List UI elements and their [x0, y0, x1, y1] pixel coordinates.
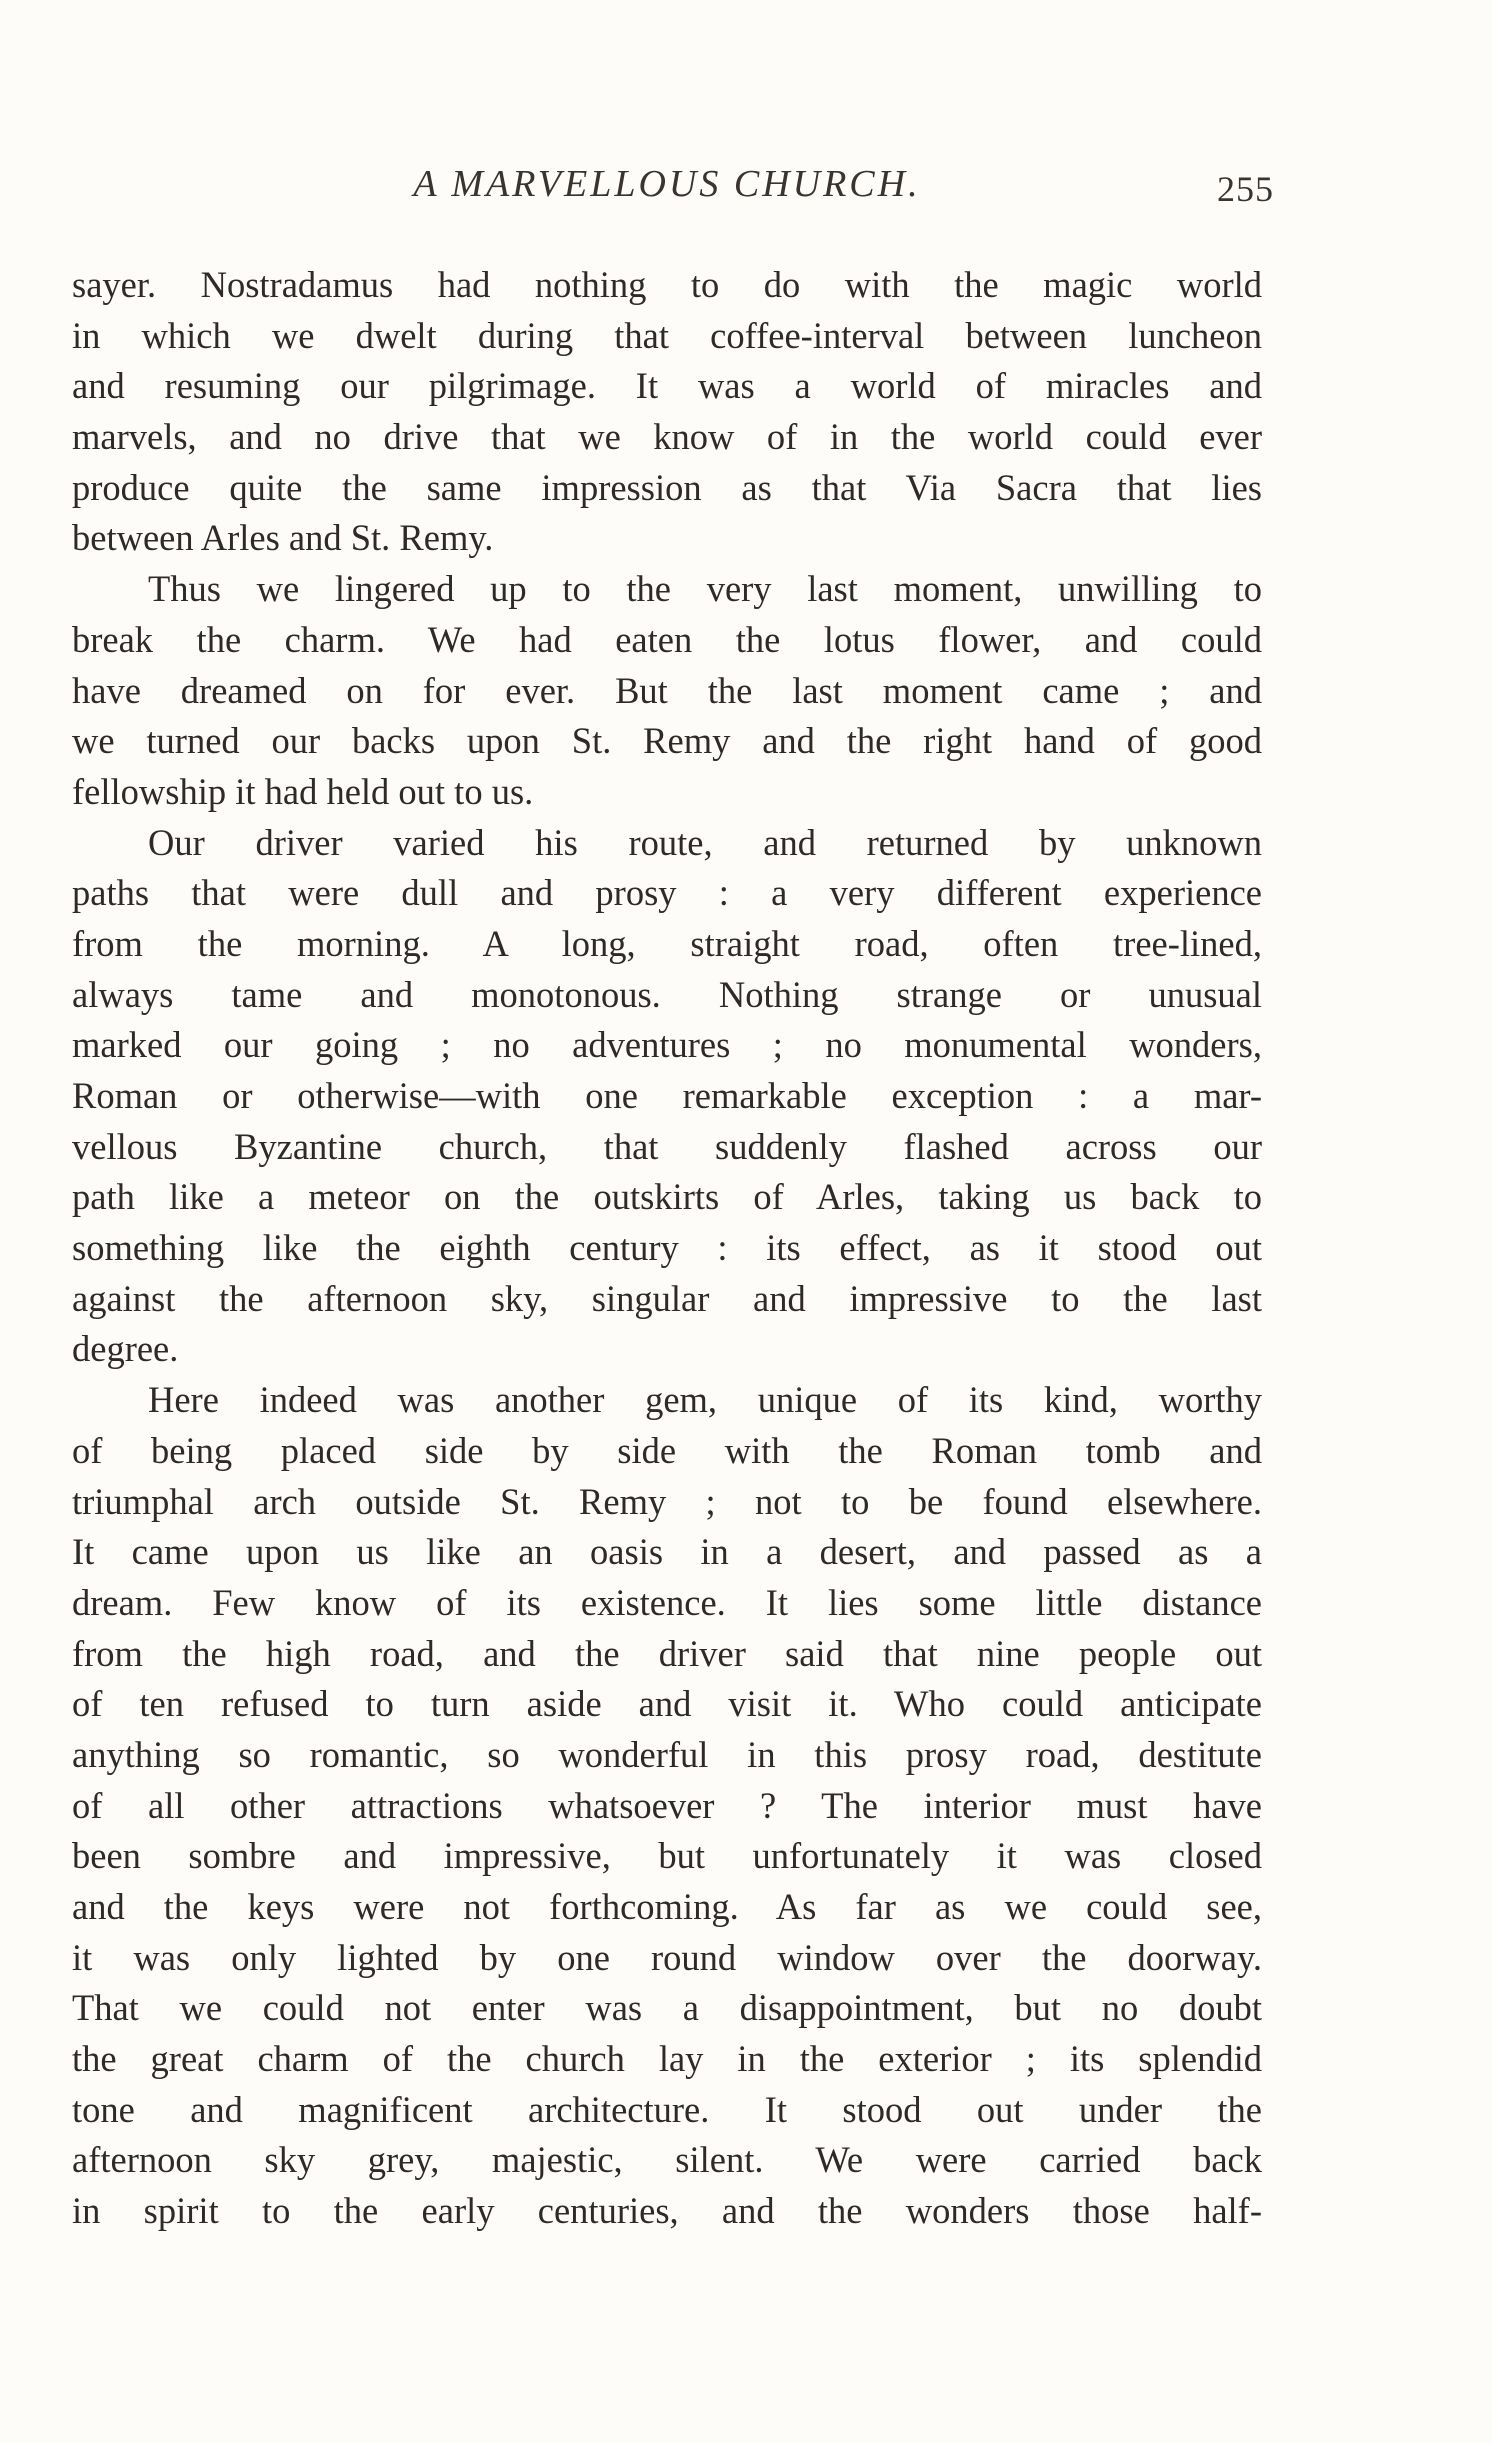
text-line: been sombre and impressive, but unfortunately it was closed	[72, 1835, 1262, 1877]
text-line: in which we dwelt during that coffee-interval between luncheon	[72, 314, 1262, 356]
text-line: Roman or otherwise—with one remarkable exception : a mar-	[72, 1075, 1262, 1116]
body-text	[72, 260, 1262, 2237]
page-header	[72, 162, 1274, 212]
text-line: of all other attractions whatsoever ? The interior must have	[72, 1784, 1262, 1826]
text-line: break the charm. We had eaten the lotus flower, and could	[72, 618, 1262, 660]
text-line: afternoon sky grey, majestic, silent. We were carried back	[72, 2139, 1262, 2181]
text-line: paths that were dull and prosy : a very different experience	[72, 872, 1262, 914]
text-line: Thus we lingered up to the very last moment, unwilling to	[148, 568, 1262, 610]
text-line: between Arles and St. Remy.	[72, 517, 494, 559]
text-line: the great charm of the church lay in the exterior ; its splendid	[72, 2038, 1262, 2080]
text-line: It came upon us like an oasis in a desert, and passed as a	[72, 1531, 1262, 1573]
text-line: That we could not enter was a disappointment, but no doubt	[72, 1987, 1262, 2029]
text-line: anything so romantic, so wonderful in this prosy road, destitute	[72, 1733, 1262, 1775]
text-line: tone and magnificent architecture. It stood out under the	[72, 2088, 1262, 2130]
page-number: 255	[1217, 169, 1274, 209]
running-title: A MARVELLOUS CHURCH.	[413, 163, 921, 205]
text-line: sayer. Nostradamus had nothing to do with the magic world	[72, 264, 1262, 305]
text-line: something like the eighth century : its effect, as it stood out	[72, 1227, 1262, 1269]
text-line: in spirit to the early centuries, and the wonders those half-	[72, 2190, 1262, 2232]
text-line: Our driver varied his route, and returned by unknown	[148, 821, 1262, 863]
text-line: from the high road, and the driver said that nine people out	[72, 1632, 1262, 1674]
text-line: it was only lighted by one round window over the doorway.	[72, 1936, 1262, 1978]
text-line: of ten refused to turn aside and visit it. Who could anticipate	[72, 1683, 1262, 1725]
text-line: path like a meteor on the outskirts of Arles, taking us back to	[72, 1176, 1262, 1218]
text-line: always tame and monotonous. Nothing strange or unusual	[72, 973, 1262, 1015]
text-line: vellous Byzantine church, that suddenly flashed across our	[72, 1125, 1262, 1167]
text-line: dream. Few know of its existence. It lies some little distance	[72, 1581, 1262, 1623]
text-line: degree.	[72, 1328, 179, 1370]
text-line: marked our going ; no adventures ; no monumental wonders,	[72, 1024, 1262, 1066]
text-line: from the morning. A long, straight road, often tree-lined,	[72, 922, 1262, 964]
text-line: marvels, and no drive that we know of in the world could ever	[72, 416, 1262, 458]
text-line: and resuming our pilgrimage. It was a world of miracles and	[72, 365, 1262, 407]
text-line: triumphal arch outside St. Remy ; not to be found elsewhere.	[72, 1480, 1262, 1522]
text-line: against the afternoon sky, singular and impressive to the last	[72, 1277, 1262, 1319]
text-line: have dreamed on for ever. But the last moment came ; and	[72, 669, 1262, 711]
text-line: we turned our backs upon St. Remy and the right hand of good	[72, 720, 1262, 762]
text-line: fellowship it had held out to us.	[72, 770, 534, 812]
text-line: and the keys were not forthcoming. As far as we could see,	[72, 1886, 1262, 1927]
text-line: produce quite the same impression as that Via Sacra that lies	[72, 466, 1262, 508]
text-line: of being placed side by side with the Roman tomb and	[72, 1429, 1262, 1471]
text-line: Here indeed was another gem, unique of its kind, worthy	[148, 1379, 1262, 1421]
